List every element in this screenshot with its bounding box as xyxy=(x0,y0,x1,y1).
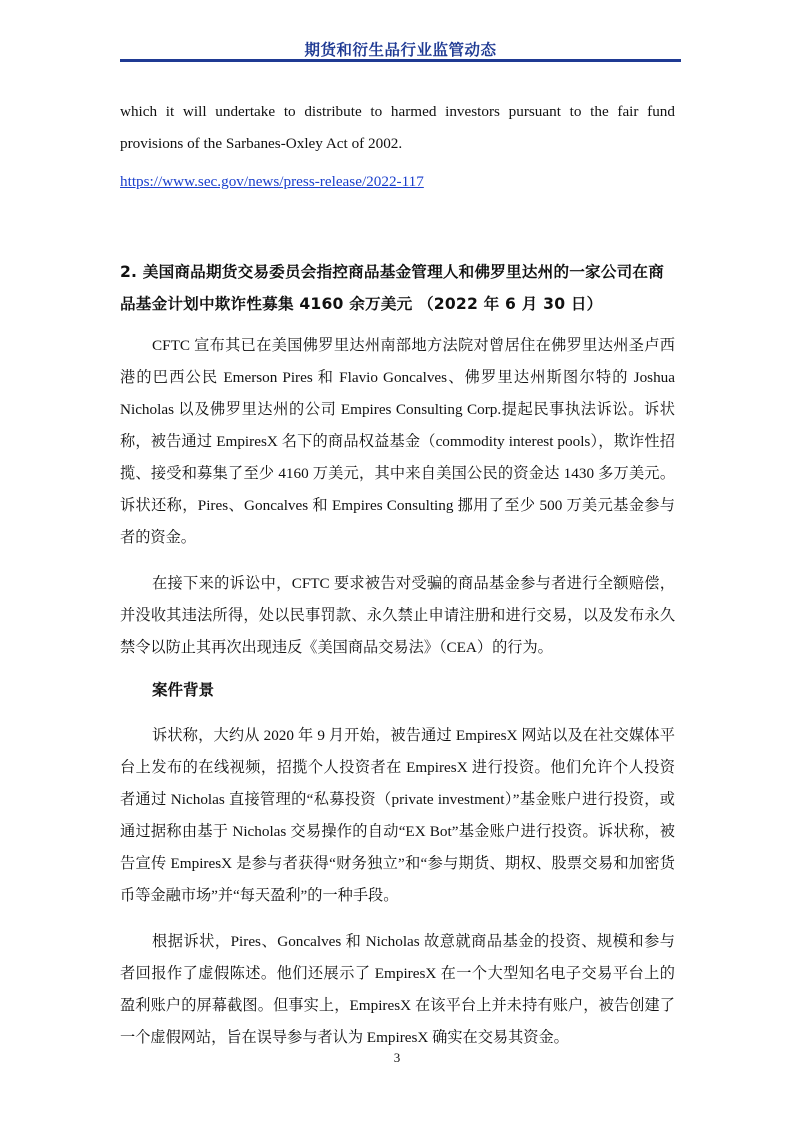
paragraph-background-solicitation: 诉状称，大约从 2020 年 9 月开始，被告通过 EmpiresX 网站以及在社交媒体平台上发布的在线视频，招揽个人投资者在 EmpiresX 进行投资。他们允许个人投资者通过 Nicholas 直接管理的“私募投资（private investment）”基金账户进行投资，或通过据称由基于 Nicholas 交易操作的自动“EX Bot”基金账户进行投资。诉状称，被告宣传 EmpiresX 是参与者获得“财务独立”和“参与期货、期权、股票交易和加密货币等金融市场”并“每天盈利”的一种手段。 xyxy=(120,727,675,904)
case-background-heading: 案件背景 xyxy=(152,681,215,699)
press-release-link[interactable]: https://www.sec.gov/news/press-release/2022-117 xyxy=(120,173,424,190)
page-body xyxy=(120,96,675,1054)
header-divider xyxy=(120,59,681,62)
link-paragraph xyxy=(120,166,675,198)
paragraph-section1-tail: which it will undertake to distribute to harmed investors pursuant to the fair fund provisions of the Sarbanes-Oxley Act of 2002. xyxy=(120,103,675,152)
page-number: 3 xyxy=(393,1050,401,1065)
paragraph-complaint-filed: CFTC 宣布其已在美国佛罗里达州南部地方法院对曾居住在佛罗里达州圣卢西港的巴西公民 Emerson Pires 和 Flavio Goncalves、佛罗里达州斯图尔特的 Joshua Nicholas 以及佛罗里达州的公司 Empires Consulting Corp.提起民事执法诉讼。诉状称，被告通过 EmpiresX 名下的商品权益基金（commodity interest pools），欺诈性招揽、接受和募集了至少 4160 万美元，其中来自美国公民的资金达 1430 多万美元。诉状还称，Pires、Goncalves 和 Empires Consulting 挪用了至少 500 万美元基金参与者的资金。 xyxy=(120,337,675,546)
running-header-title: 期货和衍生品行业监管动态 xyxy=(304,41,497,59)
paragraph-background-misrepresentation: 根据诉状，Pires、Goncalves 和 Nicholas 故意就商品基金的投资、规模和参与者回报作了虚假陈述。他们还展示了 EmpiresX 在一个大型知名电子交易平台上的盈利账户的屏幕截图。但事实上，EmpiresX 在该平台上并未持有账户，被告创建了一个虚假网站，旨在误导参与者认为 EmpiresX 确实在交易其资金。 xyxy=(120,933,675,1046)
section-2-title: 2. 美国商品期货交易委员会指控商品基金管理人和佛罗里达州的一家公司在商品基金计划中欺诈性募集 4160 余万美元 （2022 年 6 月 30 日） xyxy=(120,263,664,313)
paragraph-relief-sought: 在接下来的诉讼中，CFTC 要求被告对受骗的商品基金参与者进行全额赔偿，并没收其违法所得，处以民事罚款、永久禁止申请注册和进行交易，以及发布永久禁令以防止其再次出现违反《美国商品交易法》（CEA）的行为。 xyxy=(120,575,675,656)
